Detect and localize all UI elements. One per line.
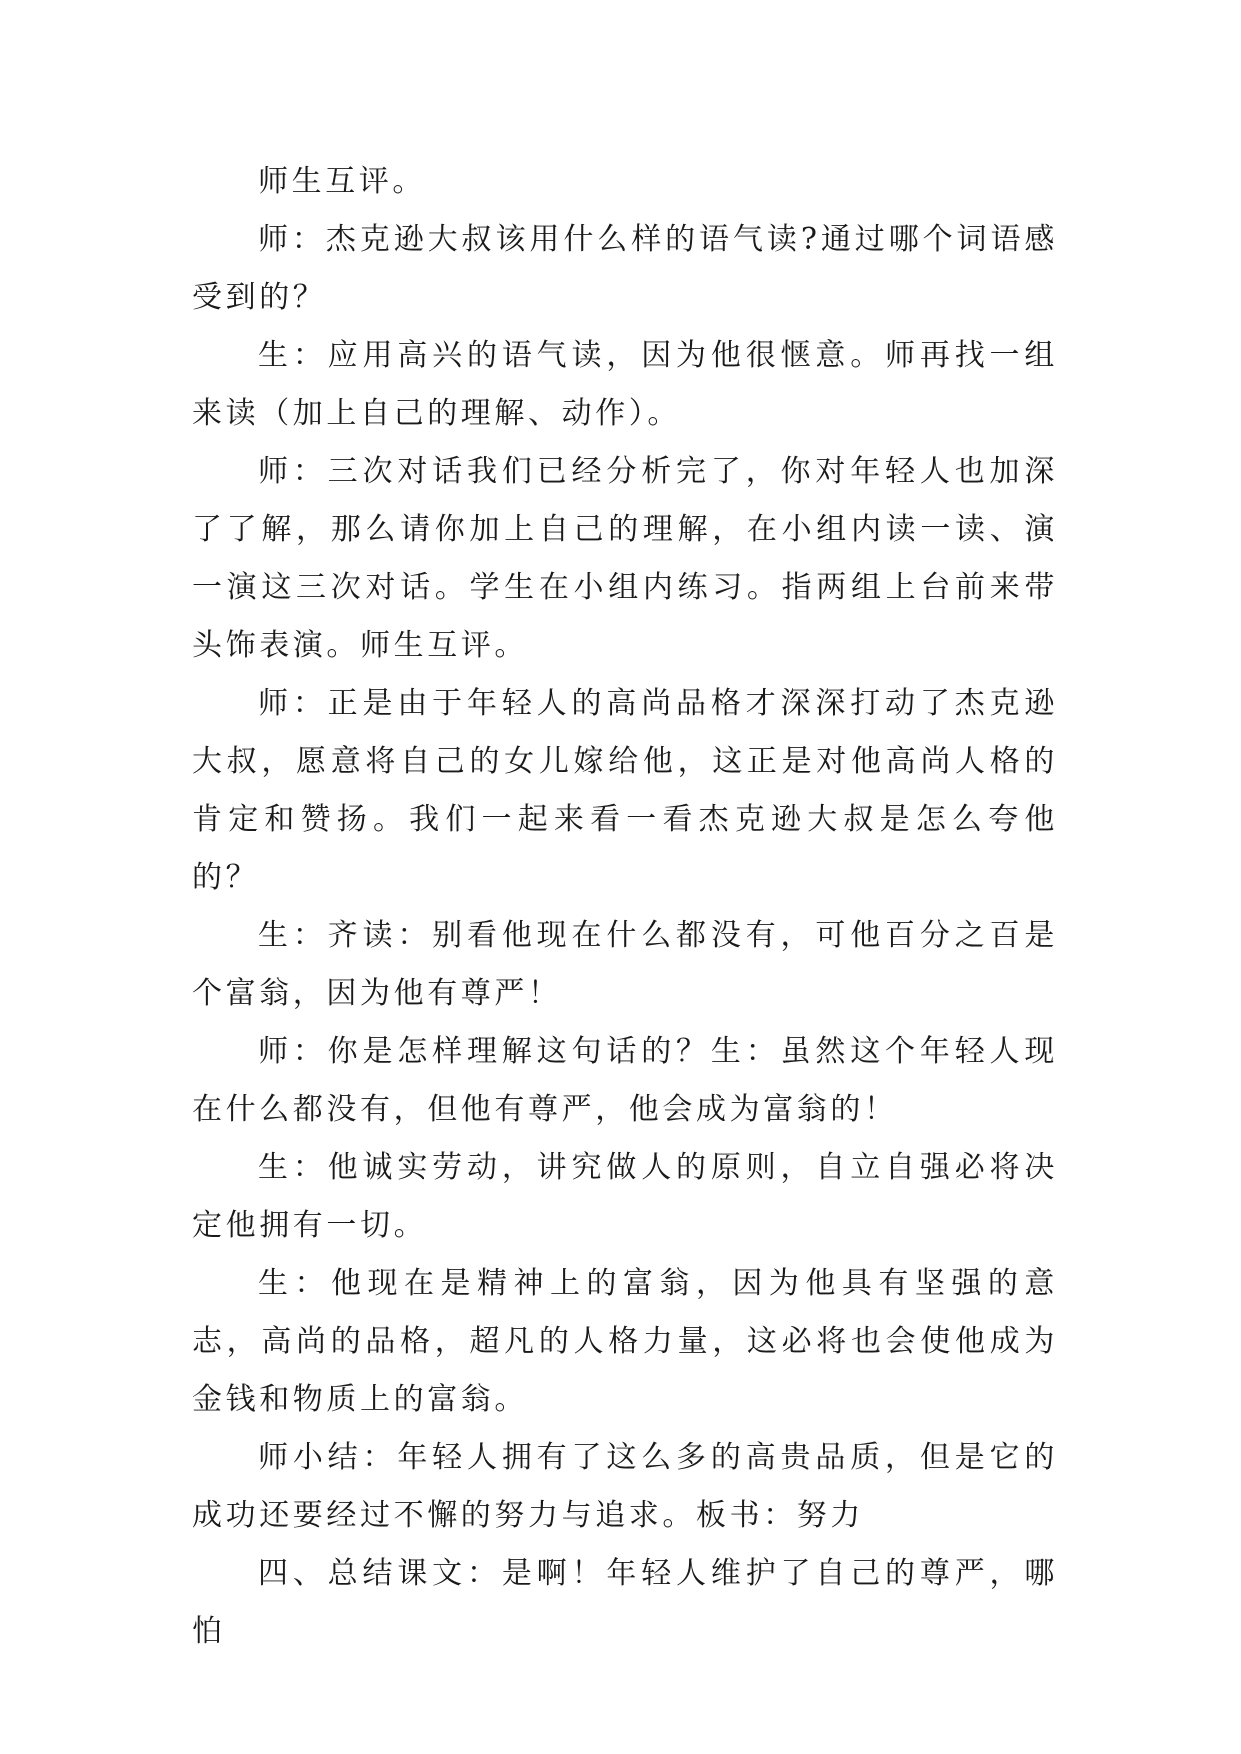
paragraph: 生：他诚实劳动，讲究做人的原则，自立自强必将决定他拥有一切。 xyxy=(192,1150,1058,1243)
document-body xyxy=(192,153,1058,1661)
paragraph: 师小结：年轻人拥有了这么多的高贵品质，但是它的成功还要经过不懈的努力与追求。板书：努力 xyxy=(192,1440,1058,1533)
paragraph: 师：你是怎样理解这句话的？生：虽然这个年轻人现在什么都没有，但他有尊严，他会成为富翁的！ xyxy=(192,1034,1058,1127)
paragraph: 师：正是由于年轻人的高尚品格才深深打动了杰克逊大叔，愿意将自己的女儿嫁给他，这正是对他高尚人格的肯定和赞扬。我们一起来看一看杰克逊大叔是怎么夸他的？ xyxy=(192,686,1058,895)
paragraph: 师：三次对话我们已经分析完了，你对年轻人也加深了了解，那么请你加上自己的理解，在小组内读一读、演一演这三次对话。学生在小组内练习。指两组上台前来带头饰表演。师生互评。 xyxy=(192,454,1058,663)
paragraph: 师：杰克逊大叔该用什么样的语气读?通过哪个词语感受到的？ xyxy=(192,222,1058,315)
paragraph: 生：应用高兴的语气读，因为他很惬意。师再找一组来读（加上自己的理解、动作）。 xyxy=(192,338,1058,431)
paragraph: 师生互评。 xyxy=(258,164,426,199)
paragraph: 四、总结课文：是啊！年轻人维护了自己的尊严，哪怕 xyxy=(192,1556,1058,1649)
paragraph: 生：他现在是精神上的富翁，因为他具有坚强的意志，高尚的品格，超凡的人格力量，这必将也会使他成为金钱和物质上的富翁。 xyxy=(192,1266,1058,1417)
paragraph: 生：齐读：别看他现在什么都没有，可他百分之百是个富翁，因为他有尊严！ xyxy=(192,918,1058,1011)
